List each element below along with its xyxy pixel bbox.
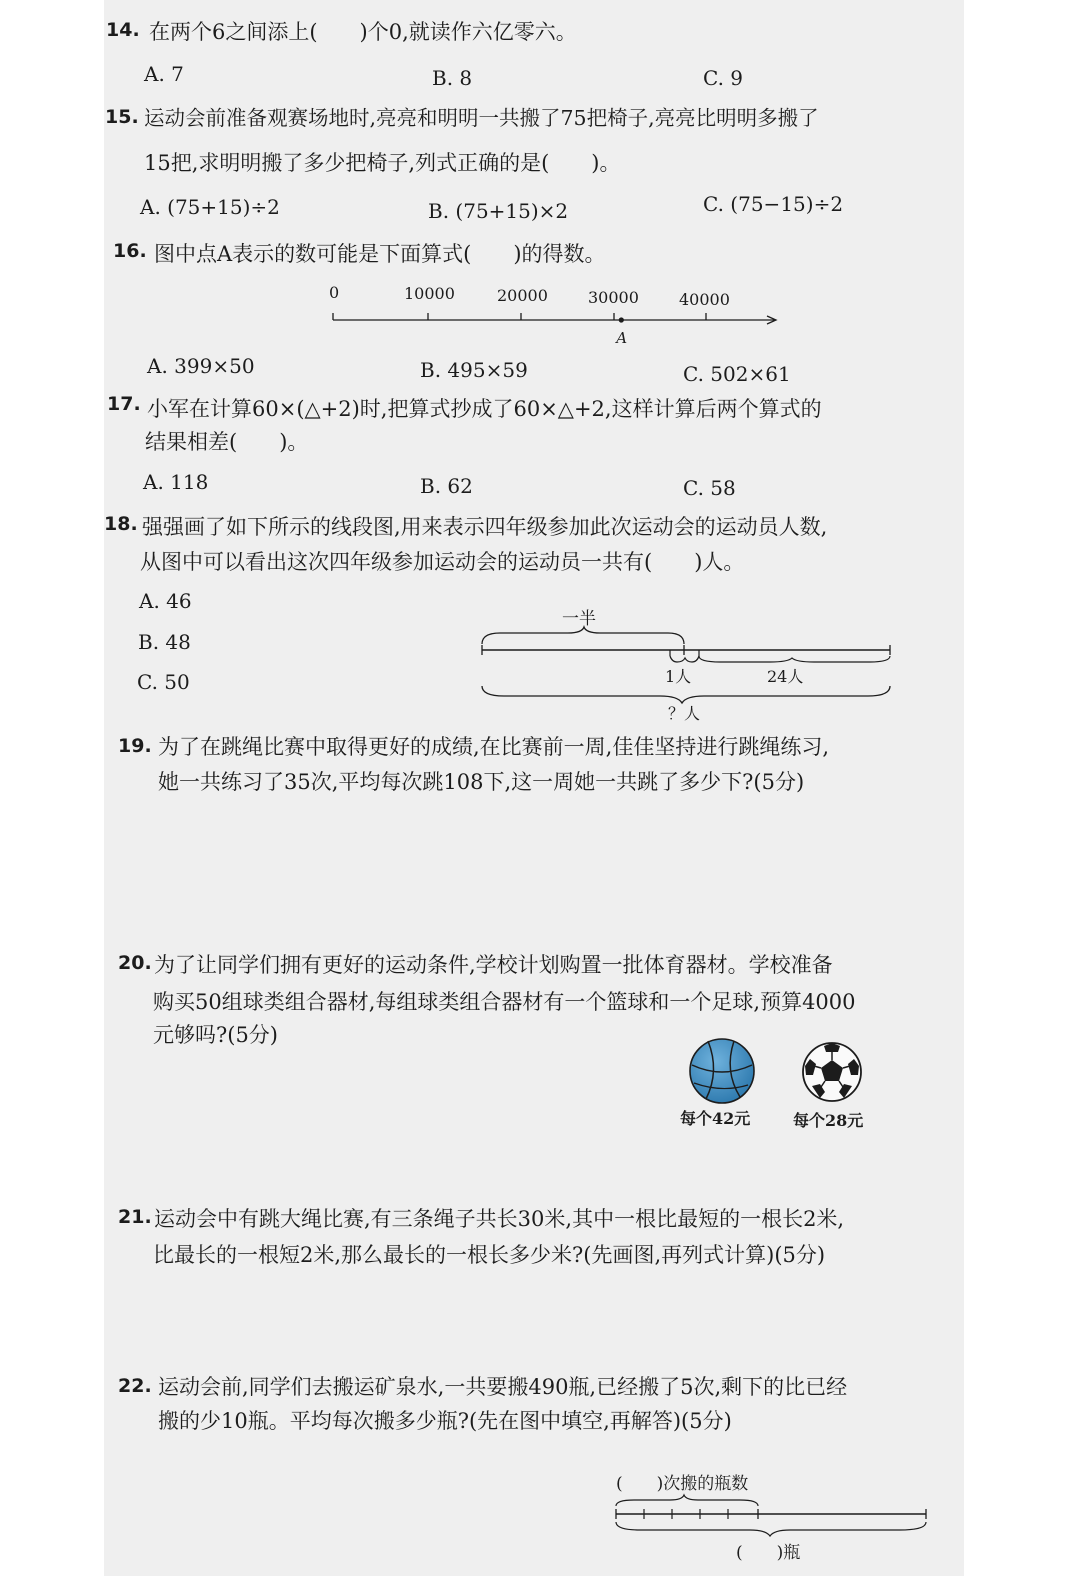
- option-c: C. (75−15)÷2: [703, 192, 844, 216]
- option-c: C. 502×61: [683, 362, 791, 386]
- option-a: A. 399×50: [147, 354, 255, 378]
- option-a: A. (75+15)÷2: [140, 195, 280, 219]
- question-number: 14.: [106, 19, 140, 41]
- one-person-label: 1人: [665, 667, 692, 686]
- question-number: 19.: [118, 735, 152, 757]
- basketball-icon: [686, 1035, 758, 1107]
- question-text-line2: 她一共练习了35次,平均每次跳108下,这一周她一共跳了多少下?(5分): [158, 770, 805, 794]
- question-text: 运动会前准备观赛场地时,亮亮和明明一共搬了75把椅子,亮亮比明明多搬了: [144, 106, 819, 130]
- option-a: A. 118: [143, 470, 209, 494]
- tick-label: 20000: [497, 286, 548, 305]
- option-b: B. (75+15)×2: [428, 199, 569, 223]
- question-text-line2: 结果相差( )。: [145, 430, 309, 454]
- answer-area[interactable]: [150, 810, 930, 940]
- question-text-line2: 购买50组球类组合器材,每组球类组合器材有一个篮球和一个足球,预算4000: [153, 990, 856, 1014]
- number-line: [320, 280, 790, 350]
- question-text-line2: 15把,求明明搬了多少把椅子,列式正确的是( )。: [144, 151, 621, 175]
- question-number: 17.: [107, 393, 141, 415]
- question-number: 15.: [105, 106, 139, 128]
- question-number: 21.: [118, 1206, 152, 1228]
- option-b: B. 48: [138, 630, 191, 654]
- question-text: 为了让同学们拥有更好的运动条件,学校计划购置一批体育器材。学校准备: [154, 953, 833, 977]
- point-a-label: A: [616, 329, 628, 347]
- option-a: A. 7: [144, 62, 184, 86]
- option-c: C. 9: [703, 66, 744, 90]
- basketball-price: 每个42元: [680, 1109, 751, 1128]
- question-text-line2: 从图中可以看出这次四年级参加运动会的运动员一共有( )人。: [140, 550, 745, 574]
- answer-area[interactable]: [150, 1285, 930, 1365]
- question-text: 为了在跳绳比赛中取得更好的成绩,在比赛前一周,佳佳坚持进行跳绳练习,: [158, 735, 830, 759]
- question-text: 强强画了如下所示的线段图,用来表示四年级参加此次运动会的运动员人数,: [142, 515, 828, 539]
- question-text-line2: 比最长的一根短2米,那么最长的一根长多少米?(先画图,再列式计算)(5分): [153, 1243, 826, 1267]
- question-text: 运动会前,同学们去搬运矿泉水,一共要搬490瓶,已经搬了5次,剩下的比已经: [158, 1375, 848, 1399]
- bottle-segment-diagram: [600, 1470, 940, 1570]
- question-text-line3: 元够吗?(5分): [153, 1023, 279, 1047]
- football-icon: [800, 1040, 864, 1104]
- option-b: B. 8: [432, 66, 473, 90]
- half-label: 一半: [562, 609, 596, 629]
- question-number: 20.: [118, 952, 152, 974]
- option-c: C. 50: [137, 670, 190, 694]
- question-number: 22.: [118, 1375, 152, 1397]
- tick-label: 30000: [588, 288, 639, 307]
- question-number: 18.: [104, 513, 138, 535]
- total-label: ？人: [668, 704, 701, 723]
- option-b: B. 495×59: [420, 358, 528, 382]
- tick-label: 0: [329, 283, 340, 302]
- question-text: 在两个6之间添上( )个0,就读作六亿零六。: [149, 20, 577, 44]
- point-a: [619, 317, 624, 322]
- tick-label: 40000: [679, 290, 730, 309]
- question-text: 小军在计算60×(△+2)时,把算式抄成了60×△+2,这样计算后两个算式的: [147, 397, 822, 421]
- option-b: B. 62: [420, 474, 473, 498]
- rest-label: 24人: [767, 667, 804, 686]
- bottles-label: ( )瓶: [736, 1543, 801, 1563]
- times-bottles-label: ( )次搬的瓶数: [616, 1474, 749, 1494]
- line-segment-diagram: [470, 600, 900, 725]
- question-text: 运动会中有跳大绳比赛,有三条绳子共长30米,其中一根比最短的一根长2米,: [154, 1207, 845, 1231]
- tick-label: 10000: [404, 284, 455, 303]
- option-a: A. 46: [139, 589, 192, 613]
- option-c: C. 58: [683, 476, 736, 500]
- question-number: 16.: [113, 240, 147, 262]
- question-text-line2: 搬的少10瓶。平均每次搬多少瓶?(先在图中填空,再解答)(5分): [158, 1409, 732, 1433]
- question-text: 图中点A表示的数可能是下面算式( )的得数。: [154, 242, 606, 266]
- football-price: 每个28元: [793, 1111, 864, 1130]
